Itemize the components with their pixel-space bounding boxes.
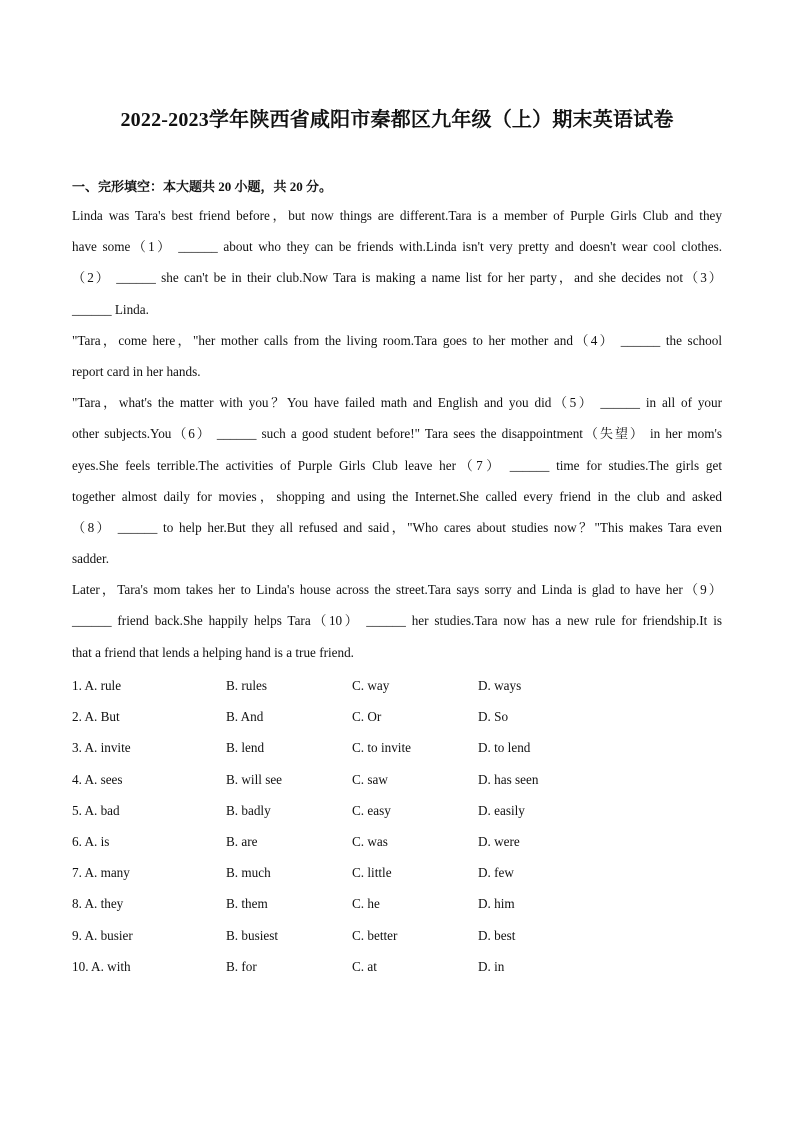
page-title: 2022-2023学年陕西省咸阳市秦都区九年级（上）期末英语试卷 xyxy=(120,109,674,131)
option-d: D. best xyxy=(478,927,516,943)
passage-line: have some（1） ______ about who they can be friends with.Linda isn't very pretty and doesn't wear cool clothes. xyxy=(72,239,722,255)
option-d: D. were xyxy=(478,833,520,849)
option-a: 1. A. rule xyxy=(72,678,122,693)
question-row xyxy=(72,951,722,982)
passage-line: sadder. xyxy=(72,551,109,567)
option-d: D. in xyxy=(478,958,505,974)
option-a: 7. A. many xyxy=(72,865,130,881)
option-d: D. to lend xyxy=(478,740,531,756)
option-d: D. few xyxy=(478,865,514,881)
question-row xyxy=(72,888,722,919)
option-a: 5. A. bad xyxy=(72,802,120,818)
option-b: B. for xyxy=(226,958,257,974)
question-row xyxy=(72,701,722,732)
option-d: D. So xyxy=(478,709,509,725)
passage-line: other subjects.You（6） ______ such a good student before!" Tara sees the disappointment（失望） in her mom's xyxy=(72,426,722,442)
option-d: D. ways xyxy=(478,678,522,693)
option-c: C. he xyxy=(352,896,380,912)
cloze-passage xyxy=(72,200,722,668)
question-row xyxy=(72,920,722,951)
answer-options xyxy=(72,670,722,982)
section-heading: 一、完形填空：本大题共 20 小题，共 20 分。 xyxy=(72,179,333,194)
option-a: 6. A. is xyxy=(72,833,110,849)
option-c: C. better xyxy=(352,927,398,943)
option-b: B. them xyxy=(226,896,268,912)
option-b: B. And xyxy=(226,709,264,725)
passage-line: eyes.She feels terrible.The activities of Purple Girls Club leave her（7） ______ time for studies.The girls get xyxy=(72,457,722,473)
question-row xyxy=(72,670,722,701)
option-c: C. easy xyxy=(352,802,391,818)
option-c: C. Or xyxy=(352,709,382,725)
passage-line: "Tara，what's the matter with you？You have failed math and English and you did（5） ______ in all of your xyxy=(72,395,722,411)
option-c: C. was xyxy=(352,833,388,849)
option-a: 8. A. they xyxy=(72,896,124,912)
question-row xyxy=(72,857,722,888)
passage-line: Later，Tara's mom takes her to Linda's house across the street.Tara says sorry and Linda is glad to have her（9） xyxy=(72,582,722,598)
option-b: B. busiest xyxy=(226,927,279,943)
passage-line: ______ Linda. xyxy=(72,301,149,317)
option-c: C. way xyxy=(352,678,390,693)
option-b: B. badly xyxy=(226,802,271,818)
passage-line: （2） ______ she can't be in their club.Now Tara is making a name list for her party，and she decides not（3） xyxy=(72,270,722,286)
option-c: C. at xyxy=(352,958,377,974)
option-c: C. little xyxy=(352,865,392,881)
option-c: C. saw xyxy=(352,771,388,787)
option-d: D. has seen xyxy=(478,771,539,787)
passage-line: together almost daily for movies，shopping and using the Internet.She called every friend in the club and asked xyxy=(72,488,722,504)
passage-line: Linda was Tara's best friend before，but now things are different.Tara is a member of Purple Girls Club and they xyxy=(72,208,722,223)
option-a: 4. A. sees xyxy=(72,771,123,787)
question-row xyxy=(72,795,722,826)
option-a: 2. A. But xyxy=(72,709,120,725)
passage-line: "Tara，come here，"her mother calls from the living room.Tara goes to her mother and（4） ______ the school xyxy=(72,332,722,348)
passage-line: report card in her hands. xyxy=(72,363,201,379)
passage-line: that a friend that lends a helping hand is a true friend. xyxy=(72,644,354,660)
option-b: B. will see xyxy=(226,771,283,787)
option-a: 9. A. busier xyxy=(72,927,133,943)
option-b: B. are xyxy=(226,833,258,849)
option-d: D. easily xyxy=(478,802,525,818)
passage-line: （8） ______ to help her.But they all refused and said，"Who cares about studies now？"This makes Tara even xyxy=(72,519,722,535)
question-row xyxy=(72,826,722,857)
option-a: 3. A. invite xyxy=(72,740,131,756)
option-d: D. him xyxy=(478,896,515,912)
option-b: B. much xyxy=(226,865,271,881)
question-row xyxy=(72,732,722,763)
option-b: B. lend xyxy=(226,740,265,756)
passage-line: ______ friend back.She happily helps Tara（10） ______ her studies.Tara now has a new rule for friendship.It is xyxy=(72,613,722,629)
option-c: C. to invite xyxy=(352,740,411,756)
option-a: 10. A. with xyxy=(72,958,131,974)
option-b: B. rules xyxy=(226,678,268,693)
question-row xyxy=(72,764,722,795)
